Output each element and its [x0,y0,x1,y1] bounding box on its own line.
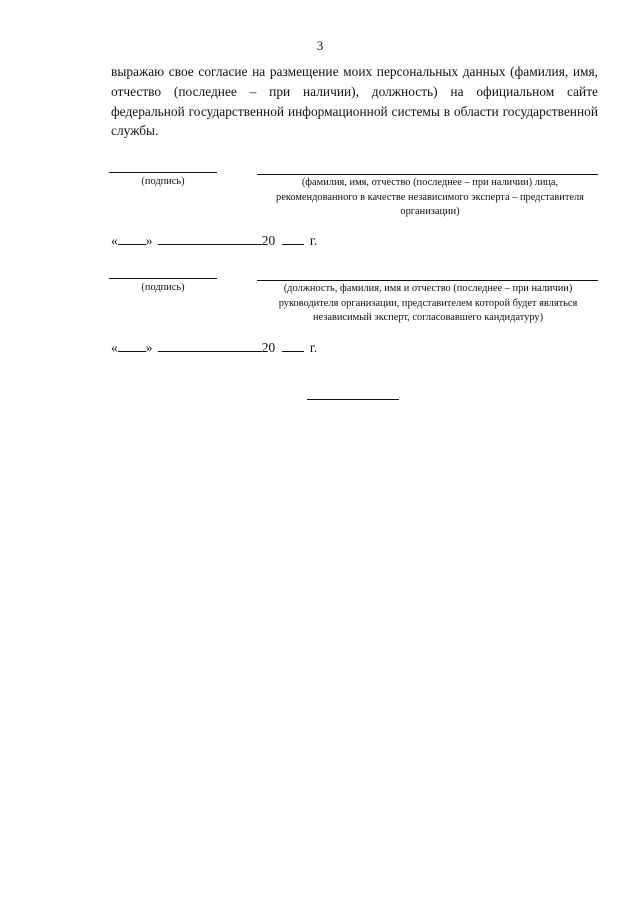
signature-caption-head: (подпись) [141,282,185,293]
year-blank [282,339,304,352]
date-row-expert [111,232,317,249]
date-close-quote: » [145,233,153,248]
page-number: 3 [316,38,324,53]
signature-line-head [109,278,217,279]
date-open-quote: « [111,340,118,355]
name-caption-head: (должность, фамилия, имя и отчество (последнее – при наличии) руководителя организации, представителем которой будет являться независимый эксперт, согласовавшего кандидатуру) [278,283,578,323]
signature-line-expert [109,172,217,173]
date-row-head [111,339,317,356]
document-end-line [307,399,399,400]
name-line-head [257,280,598,281]
date-close-quote: » [145,340,153,355]
day-blank [118,232,146,245]
name-caption-expert: (фамилия, имя, отчество (последнее – при наличии) лица, рекомендованного в качестве независимого эксперта – представителя организации) [276,177,584,217]
year-prefix: 20 [261,233,276,248]
name-line-expert [257,174,598,175]
year-suffix: г. [309,340,318,355]
year-suffix: г. [309,233,318,248]
day-blank [118,339,146,352]
year-blank [282,232,304,245]
date-open-quote: « [111,233,118,248]
month-blank [158,232,262,245]
year-prefix: 20 [261,340,276,355]
month-blank [158,339,262,352]
consent-paragraph: выражаю свое согласие на размещение моих персональных данных (фамилия, имя, отчество (последнее – при наличии), должность) на официальном сайте федеральной государственной информационной системы в области государственной службы. [111,64,598,139]
signature-caption-expert: (подпись) [141,176,185,187]
